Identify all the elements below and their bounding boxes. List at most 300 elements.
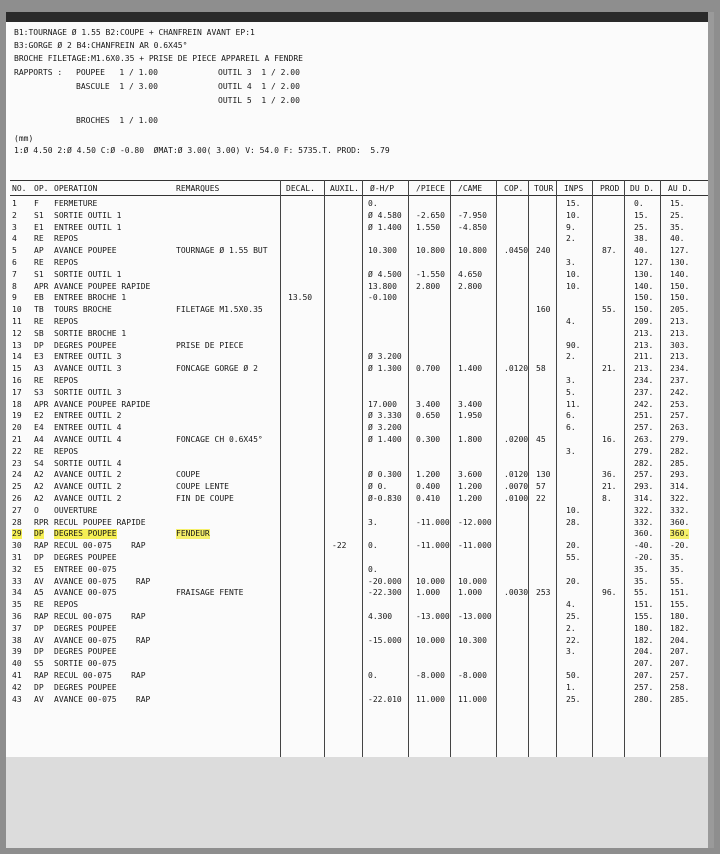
row-piece: -8.000 [416, 671, 445, 680]
row-du-d: 130. [634, 269, 654, 279]
table-row [10, 375, 710, 387]
row-du-d: 150. [634, 305, 654, 315]
row-inps: 20. [566, 576, 581, 586]
row-hp: -0.100 [368, 293, 397, 303]
row-du-d: 38. [634, 234, 649, 244]
row-remarque: FENDEUR [176, 529, 210, 539]
table-row [10, 210, 710, 222]
row-prod: 96. [602, 588, 617, 598]
row-hp: Ø 1.400 [368, 435, 402, 444]
row-inps: 2. [566, 623, 576, 633]
row-prod: 21. [602, 364, 617, 374]
row-tour: 130 [536, 470, 551, 480]
row-op: AV [34, 576, 44, 586]
row-no: 27 [12, 505, 22, 515]
row-au-d: 140. [670, 269, 690, 279]
row-au-d: 180. [670, 612, 690, 621]
row-op: E4 [34, 423, 44, 433]
row-du-d: 180. [634, 623, 654, 633]
row-remarque: FRAISAGE FENTE [176, 588, 244, 598]
row-du-d: 207. [634, 659, 654, 669]
row-tour: 22 [536, 494, 546, 503]
bottom-shaded-band [6, 757, 714, 848]
row-operation: AVANCE 00-075 RAP [54, 576, 151, 586]
row-cop: .0030 [504, 588, 529, 598]
row-operation: REPOS [54, 376, 79, 385]
row-cop: .0450 [504, 246, 529, 256]
row-operation: DEGRES POUPEE [54, 340, 117, 350]
table-row [10, 552, 710, 564]
row-operation: DEGRES POUPEE [54, 529, 117, 539]
col-came: /CAME [458, 184, 483, 193]
row-operation: ENTREE OUTIL 1 [54, 222, 122, 232]
row-au-d: 360. [670, 517, 690, 527]
row-au-d: 257. [670, 411, 690, 421]
row-came: 1.950 [458, 411, 483, 421]
col-du-d: DU D. [630, 184, 655, 193]
row-piece: 10.000 [416, 635, 445, 645]
col-tour: TOUR [534, 184, 554, 193]
row-operation: AVANCE OUTIL 4 [54, 435, 122, 444]
table-row [10, 505, 710, 517]
row-operation: DEGRES POUPEE [54, 682, 117, 692]
row-no: 15 [12, 364, 22, 374]
row-du-d: 15. [634, 210, 649, 220]
row-hp: -22.300 [368, 588, 402, 598]
row-came: -13.000 [458, 612, 492, 621]
row-op: A2 [34, 470, 44, 480]
row-no: 26 [12, 494, 22, 503]
table-row [10, 694, 710, 706]
row-au-d: 360. [670, 529, 690, 539]
row-du-d: -20. [634, 553, 654, 562]
row-au-d: 207. [670, 659, 690, 669]
row-au-d: 213. [670, 328, 690, 338]
row-piece: 11.000 [416, 694, 445, 704]
table-row [10, 469, 710, 481]
row-no: 19 [12, 411, 22, 421]
row-hp: Ø 0. [368, 482, 388, 492]
col-decal: DECAL. [286, 184, 315, 193]
row-hp: 10.300 [368, 246, 397, 256]
row-du-d: 25. [634, 222, 649, 232]
table-row [10, 458, 710, 470]
row-decal: 13.50 [288, 293, 313, 303]
row-inps: 3. [566, 376, 576, 385]
row-op: DP [34, 647, 44, 657]
row-au-d: 213. [670, 352, 690, 362]
printout-sheet [6, 12, 714, 848]
table-row [10, 363, 710, 375]
row-came: 1.000 [458, 588, 483, 598]
table-row [10, 434, 710, 446]
row-op: RAP [34, 612, 49, 621]
row-no: 12 [12, 328, 22, 338]
table-row [10, 245, 710, 257]
row-op: DP [34, 529, 44, 539]
row-came: 10.800 [458, 246, 487, 256]
table-row [10, 387, 710, 399]
row-op: E5 [34, 564, 44, 574]
row-op: F [34, 199, 39, 208]
table-row [10, 528, 710, 540]
row-no: 43 [12, 694, 22, 704]
row-no: 23 [12, 458, 22, 468]
col-au-d: AU D. [668, 184, 693, 193]
row-inps: 2. [566, 352, 576, 362]
row-no: 1 [12, 199, 17, 208]
row-prod: 36. [602, 470, 617, 480]
row-operation: DEGRES POUPEE [54, 623, 117, 633]
row-auxil: -22 [332, 541, 347, 551]
row-no: 11 [12, 317, 22, 326]
row-inps: 3. [566, 647, 576, 657]
row-au-d: 242. [670, 387, 690, 397]
row-piece: -13.000 [416, 612, 450, 621]
row-no: 35 [12, 600, 22, 610]
row-no: 20 [12, 423, 22, 433]
row-no: 41 [12, 671, 22, 680]
row-piece: 1.550 [416, 222, 441, 232]
col-no: NO. [12, 184, 27, 193]
row-du-d: 322. [634, 505, 654, 515]
table-row [10, 422, 710, 434]
row-operation: SORTIE OUTIL 1 [54, 269, 122, 279]
table-row [10, 635, 710, 647]
table-row [10, 292, 710, 304]
row-prod: 8. [602, 494, 612, 503]
col-hp: Ø-H/P [370, 184, 395, 193]
row-no: 36 [12, 612, 22, 621]
row-au-d: 35. [670, 553, 685, 562]
row-au-d: 205. [670, 305, 690, 315]
row-op: E1 [34, 222, 44, 232]
row-op: AP [34, 246, 44, 256]
row-came: -11.000 [458, 541, 492, 551]
row-du-d: 251. [634, 411, 654, 421]
table-row [10, 198, 710, 210]
row-no: 34 [12, 588, 22, 598]
row-hp: 3. [368, 517, 378, 527]
table-row [10, 222, 710, 234]
row-op: AV [34, 635, 44, 645]
row-op: DP [34, 682, 44, 692]
row-au-d: 55. [670, 576, 685, 586]
row-came: 11.000 [458, 694, 487, 704]
row-operation: REPOS [54, 258, 79, 267]
row-op: A4 [34, 435, 44, 444]
row-prod: 21. [602, 482, 617, 492]
row-au-d: 207. [670, 647, 690, 657]
row-inps: 6. [566, 423, 576, 433]
row-au-d: 258. [670, 682, 690, 692]
row-operation: ENTREE OUTIL 3 [54, 352, 122, 362]
table-row [10, 646, 710, 658]
row-hp: 17.000 [368, 399, 397, 409]
row-operation: DEGRES POUPEE [54, 553, 117, 562]
row-inps: 15. [566, 199, 581, 208]
row-piece: 3.400 [416, 399, 441, 409]
rapport-outil-3: OUTIL 3 1 / 2.00 [218, 68, 300, 77]
row-hp: 13.800 [368, 281, 397, 291]
table-row [10, 682, 710, 694]
row-op: DP [34, 623, 44, 633]
row-no: 39 [12, 647, 22, 657]
row-au-d: 285. [670, 458, 690, 468]
row-inps: 10. [566, 210, 581, 220]
row-operation: AVANCE OUTIL 2 [54, 482, 122, 492]
row-op: DP [34, 340, 44, 350]
row-came: -7.950 [458, 210, 487, 220]
row-operation: RECUL 00-075 RAP [54, 612, 146, 621]
row-inps: 3. [566, 446, 576, 456]
table-row [10, 611, 710, 623]
col-auxil: AUXIL. [330, 184, 359, 193]
col-cop: COP. [504, 184, 524, 193]
row-op: S5 [34, 659, 44, 669]
row-no: 24 [12, 470, 22, 480]
row-du-d: 211. [634, 352, 654, 362]
row-inps: 90. [566, 340, 581, 350]
table-row [10, 670, 710, 682]
row-op: RE [34, 234, 44, 244]
table-row [10, 340, 710, 352]
row-inps: 55. [566, 553, 581, 562]
row-remarque: COUPE LENTE [176, 482, 229, 492]
row-no: 40 [12, 659, 22, 669]
row-piece: 0.650 [416, 411, 441, 421]
row-hp: Ø 3.330 [368, 411, 402, 421]
row-piece: -1.550 [416, 269, 445, 279]
row-tour: 240 [536, 246, 551, 256]
row-no: 21 [12, 435, 22, 444]
row-hp: -22.010 [368, 694, 402, 704]
row-du-d: 140. [634, 281, 654, 291]
row-no: 32 [12, 564, 22, 574]
row-cop: .0120 [504, 364, 529, 374]
header-line-3: BROCHE FILETAGE:M1.6X0.35 + PRISE DE PIECE APPAREIL A FENDRE [14, 54, 303, 63]
row-op: S1 [34, 210, 44, 220]
row-op: TB [34, 305, 44, 315]
row-au-d: 150. [670, 293, 690, 303]
row-hp: Ø-0.830 [368, 494, 402, 503]
row-inps: 22. [566, 635, 581, 645]
row-operation: AVANCE 00-075 [54, 588, 117, 598]
row-piece: -2.650 [416, 210, 445, 220]
row-au-d: 293. [670, 470, 690, 480]
row-came: 4.650 [458, 269, 483, 279]
table-row [10, 351, 710, 363]
table-row [10, 517, 710, 529]
row-operation: AVANCE POUPEE RAPIDE [54, 399, 151, 409]
header-line-2: B3:GORGE Ø 2 B4:CHANFREIN AR 0.6X45° [14, 41, 188, 50]
row-no: 30 [12, 541, 22, 551]
row-operation: TOURS BROCHE [54, 305, 112, 315]
row-inps: 9. [566, 222, 576, 232]
row-remarque: COUPE [176, 470, 201, 480]
row-hp: Ø 1.400 [368, 222, 402, 232]
header-line-1: B1:TOURNAGE Ø 1.55 B2:COUPE + CHANFREIN AVANT EP:1 [14, 28, 255, 37]
machine-params: 1:Ø 4.50 2:Ø 4.50 C:Ø -0.80 ØMAT:Ø 3.00( 3.00) V: 54.0 F: 5735.T. PROD: 5.79 [14, 146, 390, 155]
row-operation: SORTIE BROCHE 1 [54, 328, 127, 338]
row-no: 8 [12, 281, 17, 291]
rapport-outil-4: OUTIL 4 1 / 2.00 [218, 82, 300, 91]
row-hp: Ø 0.300 [368, 470, 402, 480]
row-remarque: FIN DE COUPE [176, 494, 234, 503]
row-operation: SORTIE OUTIL 1 [54, 210, 122, 220]
row-du-d: 293. [634, 482, 654, 492]
row-du-d: 314. [634, 494, 654, 503]
row-au-d: 332. [670, 505, 690, 515]
row-au-d: 130. [670, 258, 690, 267]
rapport-broches: BROCHES 1 / 1.00 [76, 116, 158, 125]
row-operation: AVANCE OUTIL 2 [54, 494, 122, 503]
row-operation: SORTIE OUTIL 3 [54, 387, 122, 397]
row-hp: 0. [368, 671, 378, 680]
row-op: EB [34, 293, 44, 303]
rapport-poupee: POUPEE 1 / 1.00 [76, 68, 158, 77]
row-operation: RECUL 00-075 RAP [54, 671, 146, 680]
table-row [10, 576, 710, 588]
row-no: 29 [12, 529, 22, 539]
row-du-d: 40. [634, 246, 649, 256]
row-remarque: PRISE DE PIECE [176, 340, 244, 350]
row-no: 14 [12, 352, 22, 362]
table-row [10, 623, 710, 635]
row-no: 6 [12, 258, 17, 267]
row-inps: 4. [566, 317, 576, 326]
row-piece: 0.400 [416, 482, 441, 492]
row-cop: .0120 [504, 470, 529, 480]
row-inps: 11. [566, 399, 581, 409]
row-tour: 45 [536, 435, 546, 444]
row-au-d: 204. [670, 635, 690, 645]
row-inps: 25. [566, 694, 581, 704]
row-au-d: 155. [670, 600, 690, 610]
row-hp: Ø 4.580 [368, 210, 402, 220]
row-no: 31 [12, 553, 22, 562]
row-no: 7 [12, 269, 17, 279]
row-au-d: 322. [670, 494, 690, 503]
table-row [10, 481, 710, 493]
table-row [10, 587, 710, 599]
col-piece: /PIECE [416, 184, 445, 193]
row-came: -4.850 [458, 222, 487, 232]
row-no: 3 [12, 222, 17, 232]
row-no: 16 [12, 376, 22, 385]
row-inps: 10. [566, 281, 581, 291]
row-piece: 2.800 [416, 281, 441, 291]
row-inps: 20. [566, 541, 581, 551]
row-op: RE [34, 600, 44, 610]
table-row [10, 399, 710, 411]
row-inps: 25. [566, 612, 581, 621]
row-op: RE [34, 317, 44, 326]
row-du-d: 0. [634, 199, 644, 208]
row-hp: 0. [368, 564, 378, 574]
row-du-d: 237. [634, 387, 654, 397]
row-au-d: 253. [670, 399, 690, 409]
row-piece: -11.000 [416, 541, 450, 551]
row-operation: SORTIE OUTIL 4 [54, 458, 122, 468]
row-au-d: 150. [670, 281, 690, 291]
table-row [10, 233, 710, 245]
top-dark-border [6, 12, 714, 22]
row-hp: 4.300 [368, 612, 393, 621]
row-du-d: 204. [634, 647, 654, 657]
row-prod: 87. [602, 246, 617, 256]
row-op: S4 [34, 458, 44, 468]
row-operation: RECUL POUPEE RAPIDE [54, 517, 146, 527]
row-op: APR [34, 281, 49, 291]
row-inps: 4. [566, 600, 576, 610]
row-op: RAP [34, 671, 49, 680]
row-inps: 5. [566, 387, 576, 397]
row-hp: Ø 4.500 [368, 269, 402, 279]
row-no: 5 [12, 246, 17, 256]
col-op: OP. [34, 184, 49, 193]
row-au-d: 25. [670, 210, 685, 220]
row-no: 22 [12, 446, 22, 456]
row-du-d: 213. [634, 340, 654, 350]
row-du-d: 282. [634, 458, 654, 468]
row-no: 28 [12, 517, 22, 527]
row-op: DP [34, 553, 44, 562]
row-operation: ENTREE OUTIL 4 [54, 423, 122, 433]
row-operation: AVANCE OUTIL 3 [54, 364, 122, 374]
row-operation: REPOS [54, 234, 79, 244]
row-piece: 0.410 [416, 494, 441, 503]
rapport-bascule: BASCULE 1 / 3.00 [76, 82, 158, 91]
row-operation: AVANCE OUTIL 2 [54, 470, 122, 480]
row-operation: ENTREE OUTIL 2 [54, 411, 122, 421]
table-row [10, 564, 710, 576]
row-inps: 2. [566, 234, 576, 244]
row-du-d: 207. [634, 671, 654, 680]
row-du-d: 263. [634, 435, 654, 444]
row-piece: 0.300 [416, 435, 441, 444]
table-row [10, 493, 710, 505]
row-du-d: 279. [634, 446, 654, 456]
row-piece: -11.000 [416, 517, 450, 527]
row-piece: 1.000 [416, 588, 441, 598]
row-no: 33 [12, 576, 22, 586]
row-au-d: 285. [670, 694, 690, 704]
row-cop: .0200 [504, 435, 529, 444]
table-row [10, 410, 710, 422]
row-came: 1.400 [458, 364, 483, 374]
row-du-d: 55. [634, 588, 649, 598]
row-du-d: 332. [634, 517, 654, 527]
table-row [10, 328, 710, 340]
row-no: 17 [12, 387, 22, 397]
row-au-d: 182. [670, 623, 690, 633]
row-op: AV [34, 694, 44, 704]
row-au-d: 263. [670, 423, 690, 433]
row-tour: 57 [536, 482, 546, 492]
row-no: 9 [12, 293, 17, 303]
row-piece: 0.700 [416, 364, 441, 374]
row-no: 37 [12, 623, 22, 633]
col-operation: OPERATION [54, 184, 98, 193]
row-op: E2 [34, 411, 44, 421]
row-op: S3 [34, 387, 44, 397]
row-du-d: 35. [634, 564, 649, 574]
row-operation: AVANCE 00-075 RAP [54, 635, 151, 645]
row-op: SB [34, 328, 44, 338]
row-au-d: 127. [670, 246, 690, 256]
row-came: 1.200 [458, 494, 483, 503]
